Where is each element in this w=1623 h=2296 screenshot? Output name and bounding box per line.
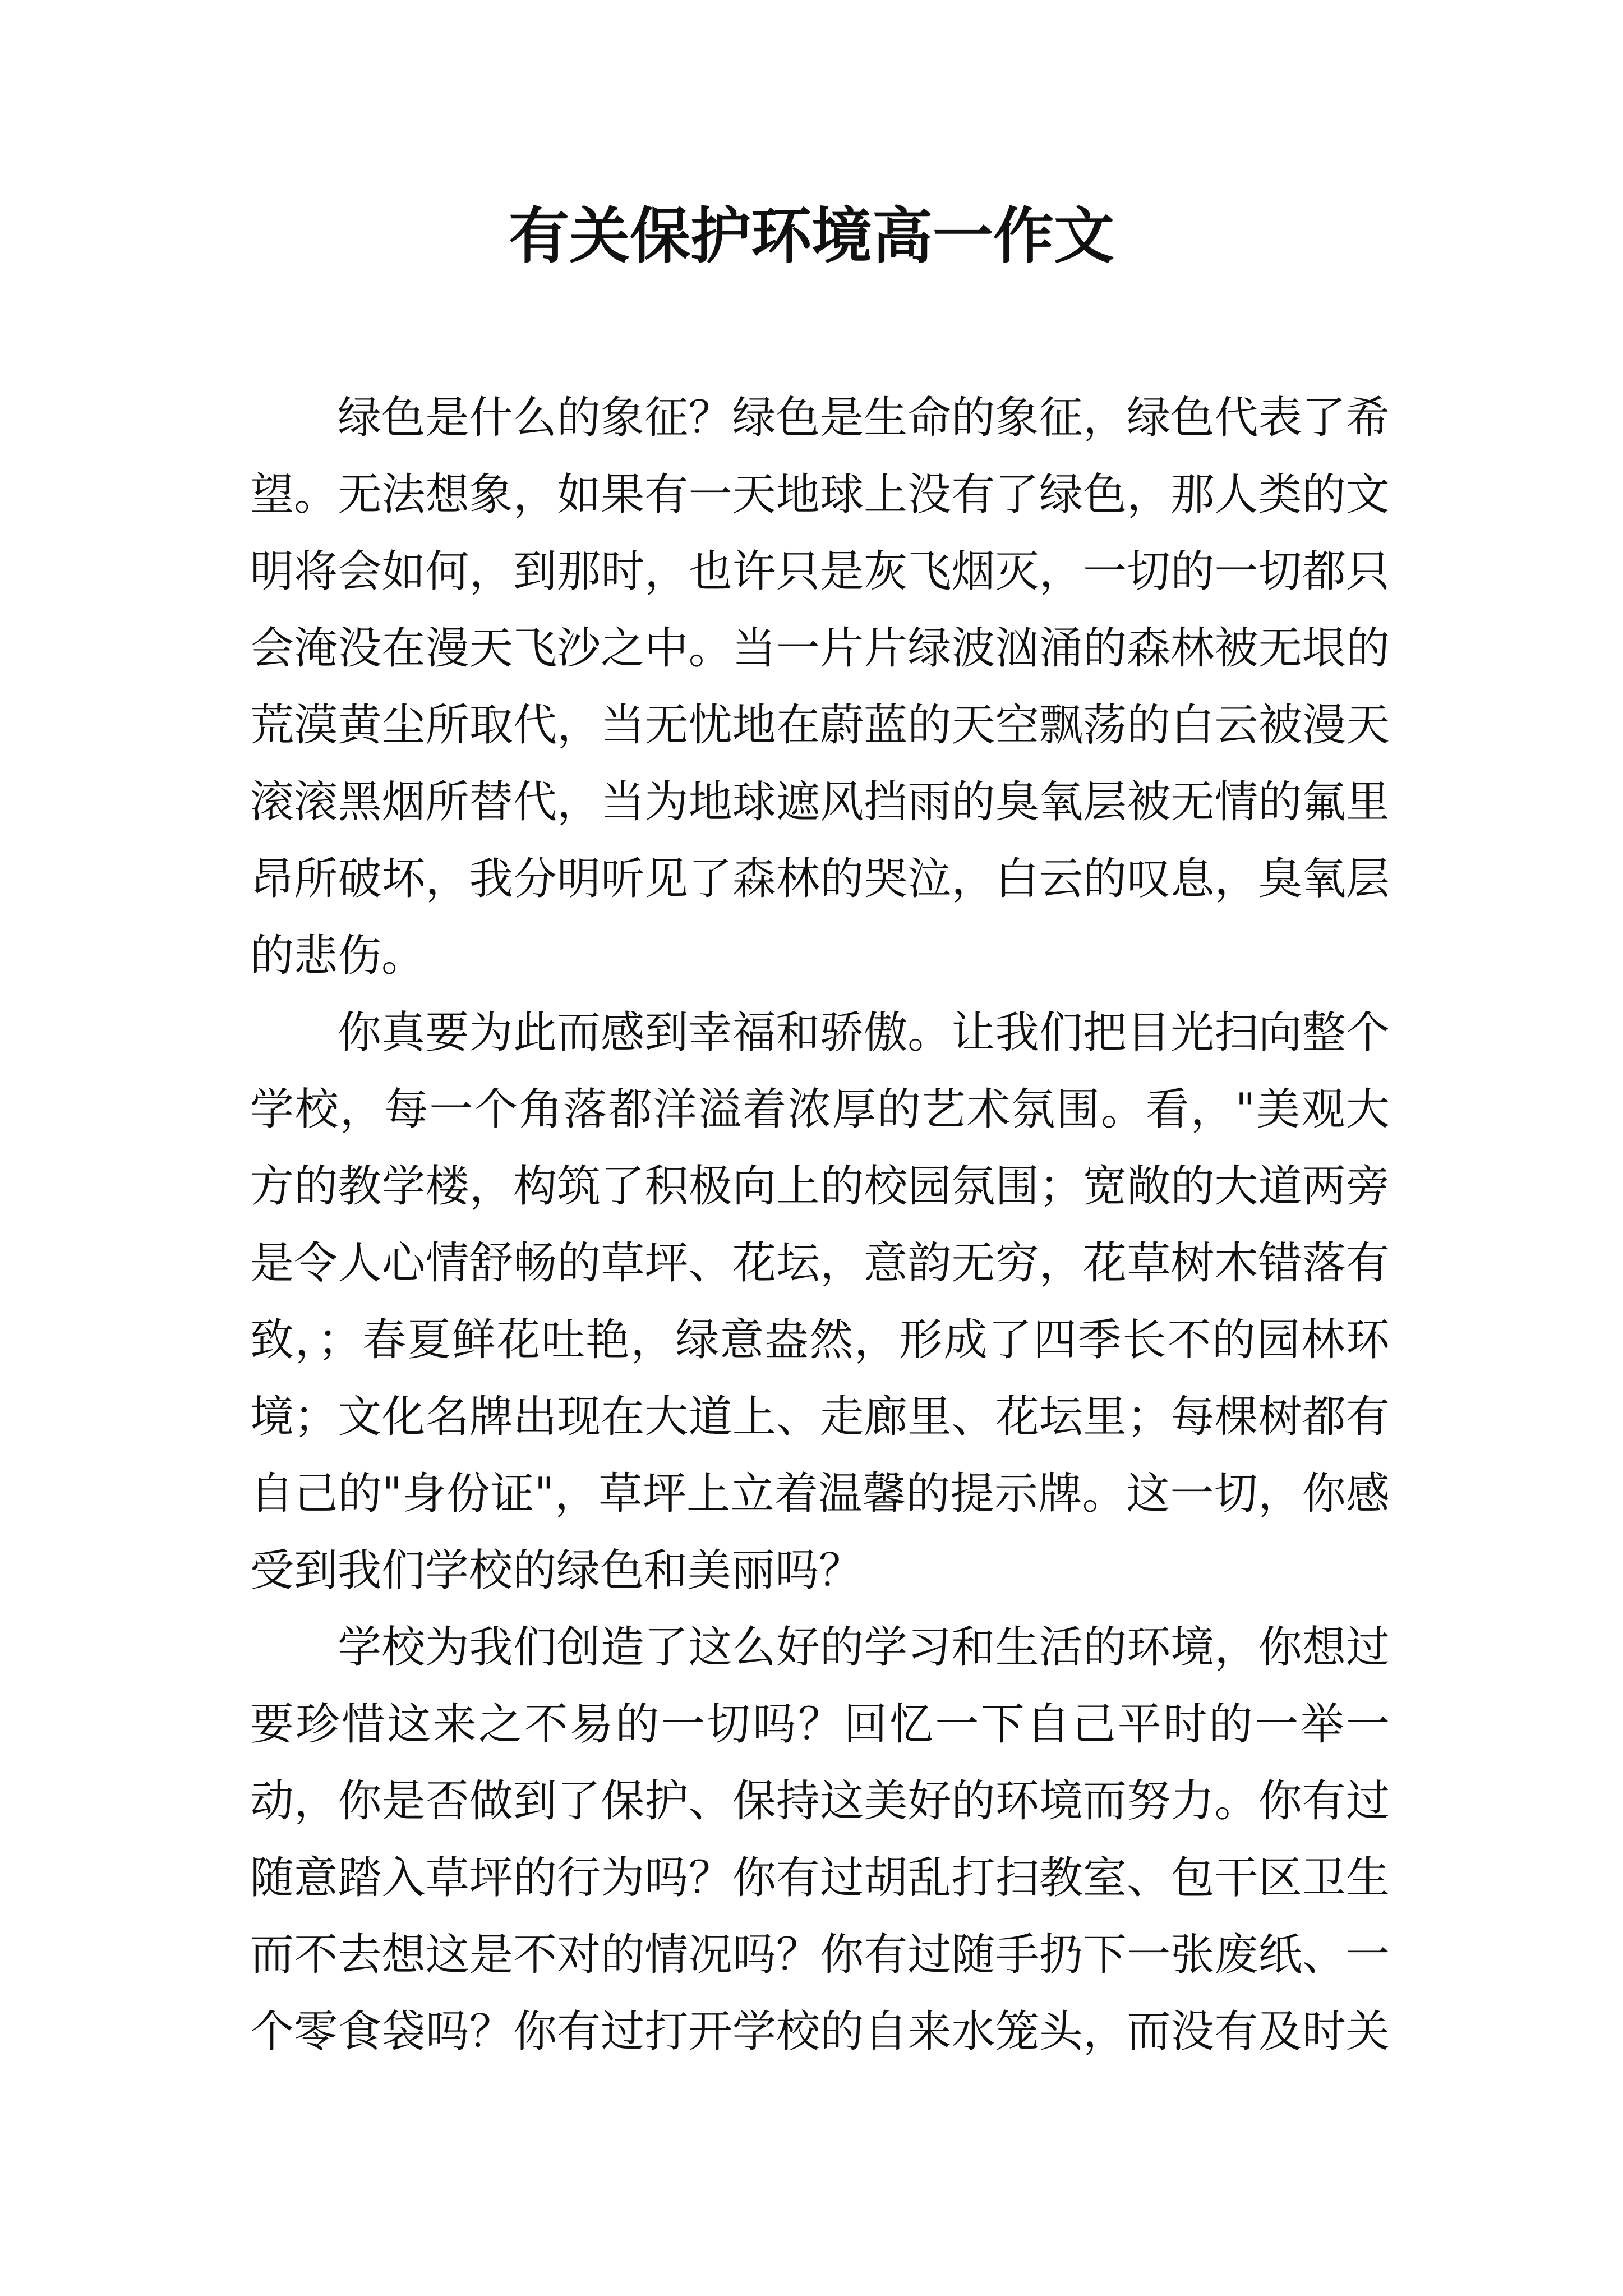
paragraph-line: 学校，每一个角落都洋溢着浓厚的艺术氛围。看，"美观大 — [250, 1084, 1390, 1135]
paragraph-line: 动，你是否做到了保护、保持这美好的环境而努力。你有过 — [250, 1776, 1390, 1826]
paragraph-line: 明将会如何，到那时，也许只是灰飞烟灭，一切的一切都只 — [250, 546, 1390, 597]
paragraph-line: 方的教学楼，构筑了积极向上的校园氛围；宽敞的大道两旁 — [250, 1161, 1390, 1212]
paragraph-line: 个零食袋吗？你有过打开学校的自来水笼头，而没有及时关 — [250, 2007, 1390, 2057]
paragraph-line: 学校为我们创造了这么好的学习和生活的环境，你想过 — [338, 1622, 1390, 1673]
paragraph-line: 境；文化名牌出现在大道上、走廊里、花坛里；每棵树都有 — [250, 1392, 1390, 1442]
paragraph-line: 你真要为此而感到幸福和骄傲。让我们把目光扫向整个 — [338, 1007, 1390, 1058]
paragraph-3 — [250, 1609, 1390, 2070]
paragraph-line: 是令人心情舒畅的草坪、花坛，意韵无穷，花草树木错落有 — [250, 1238, 1390, 1289]
paragraph-line: 望。无法想象，如果有一天地球上没有了绿色，那人类的文 — [250, 470, 1390, 520]
paragraph-line: 而不去想这是不对的情况吗？你有过随手扔下一张废纸、一 — [250, 1930, 1390, 1980]
document-title: 有关保护环境高一作文 — [508, 201, 1114, 272]
paragraph-line: 荒漠黄尘所取代，当无忧地在蔚蓝的天空飘荡的白云被漫天 — [250, 700, 1390, 751]
paragraph-line: 会淹没在漫天飞沙之中。当一片片绿波汹涌的森林被无垠的 — [250, 623, 1390, 674]
paragraph-line: 受到我们学校的绿色和美丽吗？ — [250, 1545, 863, 1596]
paragraph-line: 要珍惜这来之不易的一切吗？回忆一下自己平时的一举一 — [250, 1699, 1390, 1750]
paragraph-line: 致，；春夏鲜花吐艳，绿意盎然，形成了四季长不的园林环 — [250, 1315, 1390, 1365]
paragraph-2 — [250, 995, 1390, 1609]
paragraph-line: 昂所破坏，我分明听见了森林的哭泣，白云的叹息，臭氧层 — [250, 854, 1390, 904]
paragraph-line: 滚滚黑烟所替代，当为地球遮风挡雨的臭氧层被无情的氟里 — [250, 777, 1390, 827]
paragraph-line: 的悲伤。 — [250, 931, 426, 981]
paragraph-line: 绿色是什么的象征？绿色是生命的象征，绿色代表了希 — [338, 393, 1390, 443]
paragraph-line: 自己的"身份证"，草坪上立着温馨的提示牌。这一切，你感 — [250, 1469, 1390, 1519]
document-body — [250, 380, 1390, 2070]
paragraph-line: 随意踏入草坪的行为吗？你有过胡乱打扫教室、包干区卫生 — [250, 1853, 1390, 1903]
paragraph-1 — [250, 380, 1390, 995]
